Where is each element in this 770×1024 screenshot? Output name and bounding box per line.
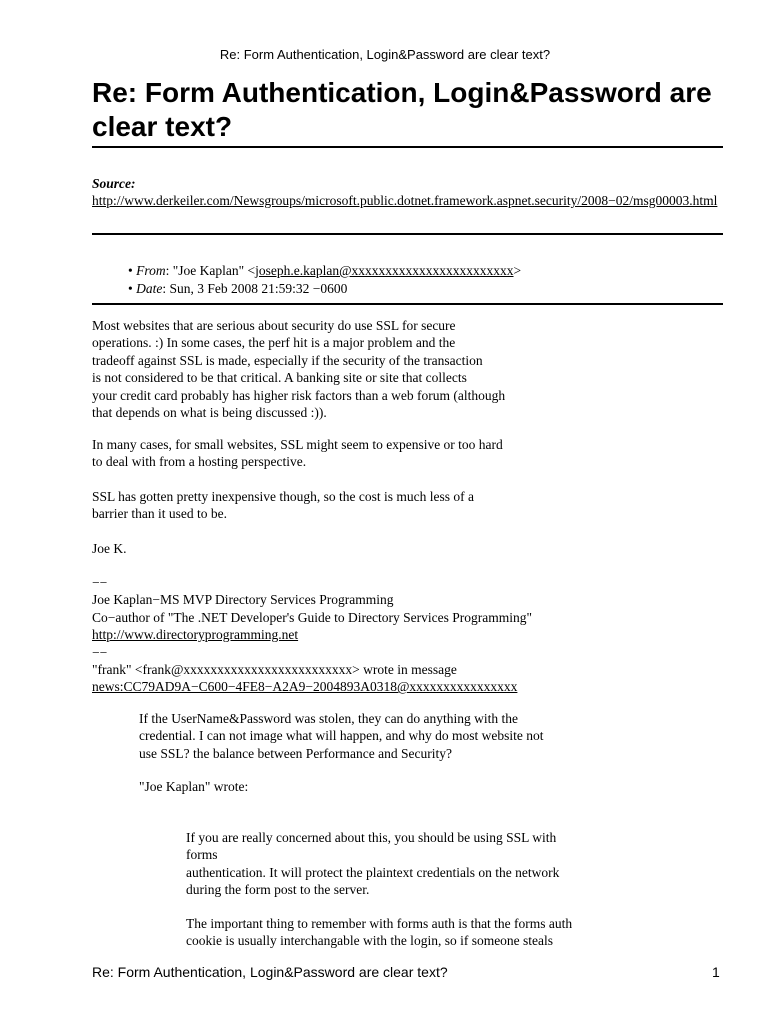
body-paragraph-1: Most websites that are serious about security do use SSL for secure operations. :) In some cases, the perf hit is a major problem and the tradeoff against SSL is made, especially if the security of the transaction is not considered to be that critical. A banking site or site that collects your credit card probably has higher risk factors than a web forum (although that depends on what is being discussed :)). <box>92 318 506 421</box>
meta-date <box>128 281 347 297</box>
from-email-link[interactable]: joseph.e.kaplan@xxxxxxxxxxxxxxxxxxxxxxxx <box>255 263 514 278</box>
signoff: Joe K. <box>92 541 127 556</box>
quoted-message-3: The important thing to remember with forms auth is that the forms auth cookie is usually interchangable with the login, so if someone steals <box>186 916 573 949</box>
from-close: > <box>513 263 522 278</box>
running-header: Re: Form Authentication, Login&Password are clear text? <box>219 47 551 62</box>
meta-divider <box>92 303 723 305</box>
signature-separator: −− <box>92 644 108 660</box>
title-divider <box>92 146 723 148</box>
source-link[interactable]: http://www.derkeiler.com/Newsgroups/microsoft.public.dotnet.framework.aspnet.security/2008−02/msg00003.html <box>92 193 718 208</box>
source-divider <box>92 233 723 235</box>
signature-separator: −− <box>92 575 108 590</box>
date-label: Date <box>136 281 163 296</box>
quoted-message-2: If you are really concerned about this, you should be using SSL with forms authentication. It will protect the plaintext credentials on the network during the form post to the server. <box>186 830 560 898</box>
footer-title: Re: Form Authentication, Login&Password are clear text? <box>92 964 448 980</box>
quoted-message-1: If the UserName&Password was stolen, they can do anything with the credential. I can not image what will happen, and why do most website not use SSL? the balance between Performance and Security? <box>139 711 544 761</box>
signature <box>92 574 532 696</box>
from-label: From <box>136 263 166 278</box>
date-value: : Sun, 3 Feb 2008 21:59:32 −0600 <box>162 281 348 296</box>
quote-attribution: "Joe Kaplan" wrote: <box>139 779 249 794</box>
page-title: Re: Form Authentication, Login&Password are clear text? <box>92 77 712 142</box>
source-label: Source: <box>92 176 136 191</box>
bullet-icon: • <box>128 263 133 278</box>
news-message-link[interactable]: news:CC79AD9A−C600−4FE8−A2A9−2004893A0318@xxxxxxxxxxxxxxxx <box>92 679 518 695</box>
signature-line: Joe Kaplan−MS MVP Directory Services Programming <box>92 592 394 608</box>
bullet-icon: • <box>128 281 133 296</box>
quote-intro: "frank" <frank@xxxxxxxxxxxxxxxxxxxxxxxxx> wrote in message <box>92 662 457 678</box>
body-paragraph-3: SSL has gotten pretty inexpensive though, so the cost is much less of a barrier than it used to be. <box>92 489 474 522</box>
meta-from <box>128 263 521 279</box>
page-number: 1 <box>712 964 720 980</box>
from-name: : "Joe Kaplan" < <box>165 263 256 278</box>
body-paragraph-2: In many cases, for small websites, SSL might seem to expensive or too hard to deal with from a hosting perspective. <box>92 437 503 470</box>
signature-line: Co−author of "The .NET Developer's Guide to Directory Services Programming" <box>92 609 532 625</box>
signature-website-link[interactable]: http://www.directoryprogramming.net <box>92 627 299 643</box>
